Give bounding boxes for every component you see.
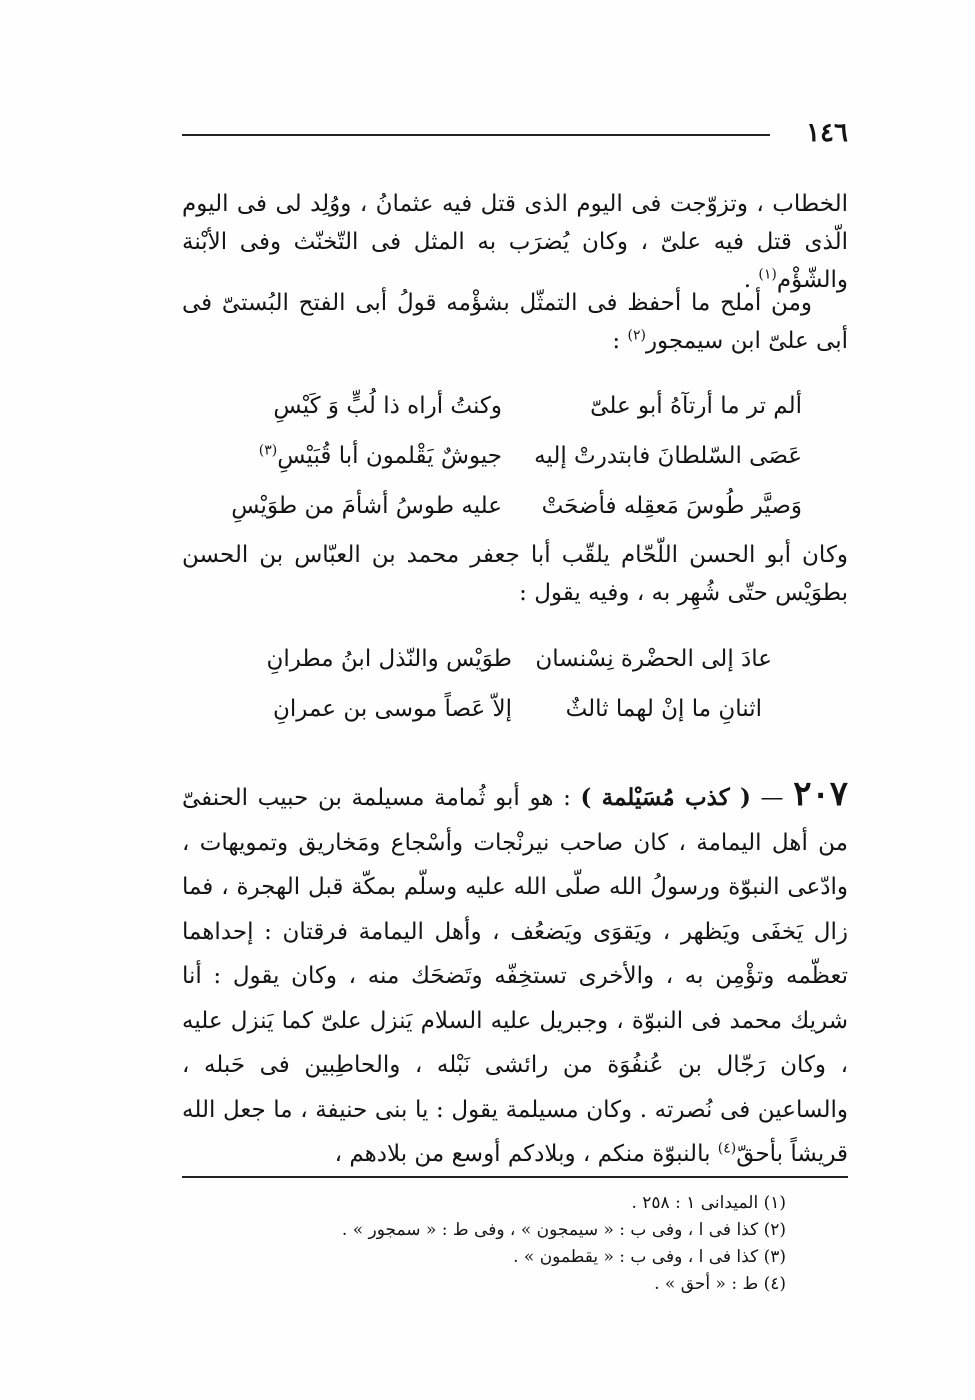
paragraph-2-tail: : bbox=[612, 328, 621, 354]
footnote-2: (٢) كذا فى ا ، وفى ب : « سيمجون » ، وفى ط : « سمجور » . bbox=[341, 1220, 786, 1240]
verse-line-2 bbox=[182, 433, 802, 479]
footnote-rule bbox=[182, 1176, 848, 1178]
verse-5-first-hemistich: اثنانِ ما إنْ لهما ثالثٌ bbox=[565, 696, 762, 722]
footnote-ref-1[interactable]: (١) bbox=[758, 266, 777, 283]
paragraph-2-text: ومن أملح ما أحفظ فى التمثّل بشؤْمه قولُ أبى الفتح البُستىّ فى أبى علىّ ابن سيمجور bbox=[182, 290, 848, 354]
footnote-4: (٤) ط : « أحق » . bbox=[654, 1274, 786, 1294]
footnote-ref-4[interactable]: (٤) bbox=[717, 1140, 737, 1157]
verse-line-4 bbox=[182, 636, 802, 682]
verse-2-second-hemistich bbox=[259, 433, 502, 479]
paragraph-1-text: الخطاب ، وتزوّجت فى اليوم الذى قتل فيه عثمانُ ، ووُلِد لى فى اليوم الّذى قتل فيه علىّ ، وكان يُضرَب به المثل فى التّخنّث وفى الأبْنة والشّؤْم bbox=[182, 191, 848, 293]
paragraph-1 bbox=[182, 185, 848, 299]
footnote-1: (١) الميدانى ١ : ٢٥٨ . bbox=[631, 1193, 786, 1213]
verse-3-second-hemistich: عليه طوسُ أشأمَ من طوَيْسِ bbox=[231, 493, 502, 519]
paragraph-1-tail: . bbox=[743, 267, 752, 293]
paragraph-3: وكان أبو الحسن اللّحّام يلقّب أبا جعفر محمد بن العبّاس بن الحسن بطوَيْس حتّى شُهِر به ، وفيه يقول : bbox=[182, 542, 848, 606]
verse-2-first-hemistich: عَصَى السّلطانَ فابتدرتْ إليه bbox=[534, 443, 802, 469]
entry-207 bbox=[182, 772, 848, 1177]
footnote-ref-2[interactable]: (٢) bbox=[627, 327, 646, 344]
verse-5-second-hemistich: إلاّ عَصاً موسى بن عمرانِ bbox=[273, 696, 512, 722]
entry-number: ٢٠٧ bbox=[793, 774, 848, 814]
paragraph-2 bbox=[182, 284, 848, 360]
verse-line-5 bbox=[182, 686, 802, 732]
verse-1-first-hemistich: ألم تر ما أرتآهُ أبو علىّ bbox=[590, 393, 802, 419]
footnote-3: (٣) كذا فى ا ، وفى ب : « يقطمون » . bbox=[513, 1247, 786, 1267]
page-number: ١٤٦ bbox=[806, 118, 848, 148]
verse-4-second-hemistich: طوَيْس والنّذل ابنُ مطرانِ bbox=[266, 646, 512, 672]
header-rule bbox=[182, 134, 770, 136]
entry-title: ( كذب مُسَيْلمة ) bbox=[580, 784, 751, 811]
footnotes-list bbox=[182, 1190, 786, 1298]
entry-text: : هو أبو ثُمامة مسيلمة بن حبيب الحنفىّ من أهل اليمامة ، كان صاحب نيرنْجات وأسْجاع ومَخاريق وتمويهات ، وادّعى النبوّة ورسولُ الله صلّى الله عليه وسلّم بمكّة قبل الهجرة ، فما زال يَخفَى ويَظهر ، ويَقوَى ويَضعُف ، وأهل اليمامة فرقتان : إحداهما تعظّمه وتؤْمِن به ، والأخرى تستخِفّه وتَضحَك منه ، وكان يقول : أنا شريك محمد فى النبوّة ، وجبريل عليه السلام يَنزل علىّ كما يَنزل عليه ، وكان رَجّال بن عُنفُوَة من رائشى نَبْله ، والحاطِبين فى حَبله ، والساعين فى نُصرته . وكان مسيلمة يقول : يا بنى حنيفة ، ما جعل الله قريشاً بأحقّ bbox=[182, 785, 848, 1167]
entry-text-tail: بالنبوّة منكم ، وبلادكم أوسع من بلادهم ، bbox=[334, 1141, 718, 1167]
page-header bbox=[182, 118, 848, 148]
verse-1-second-hemistich: وكنتُ أراه ذا لُبٍّ وَ كَيْسِ bbox=[273, 393, 502, 419]
footnote-ref-3[interactable]: (٣) bbox=[258, 442, 278, 459]
verse-2-second-text: جيوشٌ يَقْلمون أبا قُبَيْسِ bbox=[277, 443, 502, 469]
verse-3-first-hemistich: وَصيَّر طُوسَ مَعقِله فأضحَتْ bbox=[541, 493, 802, 519]
verse-line-1 bbox=[182, 383, 802, 429]
entry-dash: — bbox=[750, 785, 794, 811]
verse-line-3 bbox=[182, 483, 802, 529]
verse-4-first-hemistich: عادَ إلى الحضْرة نِسْنسان bbox=[535, 646, 772, 672]
